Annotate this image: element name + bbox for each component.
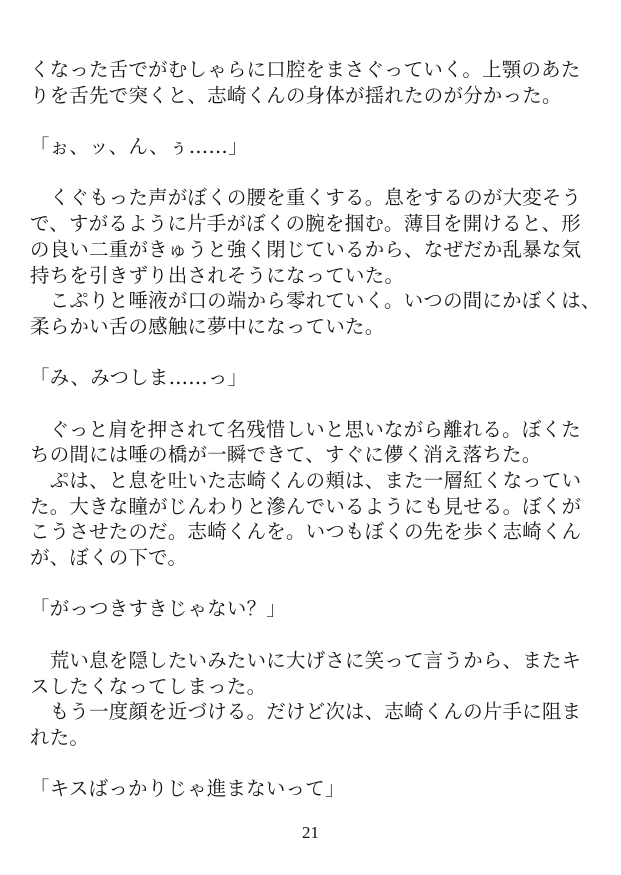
text-line: 持ちを引きずり出されそうになっていた。 [30,263,405,287]
text-line: りを舌先で突くと、志崎くんの身体が揺れたのが分かった。 [30,83,562,107]
blank-line [30,571,605,597]
text-line: こぷりと唾液が口の端から零れていく。いつの間にかぼくは、 [30,289,601,313]
text-line: くぐもった声がぼくの腰を重くする。息をするのが大変そう [30,186,582,210]
text-line: で、すがるように片手がぼくの腕を掴む。薄目を開けると、形 [30,212,581,236]
text-line: 「がっつきすきじゃない？」 [30,597,286,621]
text-line: 荒い息を隠したいみたいに大げさに笑って言うから、またキ [30,648,582,672]
text-line: スしたくなってしまった。 [30,674,267,698]
text-line: 柔らかい舌の感触に夢中になっていた。 [30,314,385,338]
blank-line [30,622,605,648]
text-line: 「キスばっかりじゃ進まないって」 [30,777,345,801]
text-line: ぐっと肩を押されて名残惜しいと思いながら離れる。ぼくた [30,417,581,441]
text-line: くなった舌でがむしゃらに口腔をまさぐっていく。上顎のあた [30,58,581,81]
text-line: れた。 [30,725,90,749]
blank-line [30,751,605,777]
text-line: の良い二重がきゅうと強く閉じているから、なぜだか乱暴な気 [30,237,582,261]
blank-line [30,108,605,134]
page-number: 21 [302,823,319,842]
text-line: もう一度顔を近づける。だけど次は、志崎くんの片手に阻ま [30,700,582,724]
text-line: こうさせたのだ。志崎くんを。いつもぼくの先を歩く志崎くん [30,520,582,544]
text-line: ぷは、と息を吐いた志崎くんの頬は、また一層紅くなってい [30,469,582,492]
text-line: 「ぉ、ッ、ん、ぅ……」 [30,135,248,159]
blank-line [30,160,605,186]
text-line: が、ぼくの下で。 [30,546,188,570]
text-line: た。大きな瞳がじんわりと滲んでいるようにも見せる。ぼくが [30,494,582,518]
text-line: ちの間には唾の橋が一瞬できて、すぐに儚く消え落ちた。 [30,443,542,467]
body-text [30,57,605,802]
blank-line [30,340,605,366]
text-line: 「み、みつしま……っ」 [30,366,248,390]
blank-line [30,391,605,417]
